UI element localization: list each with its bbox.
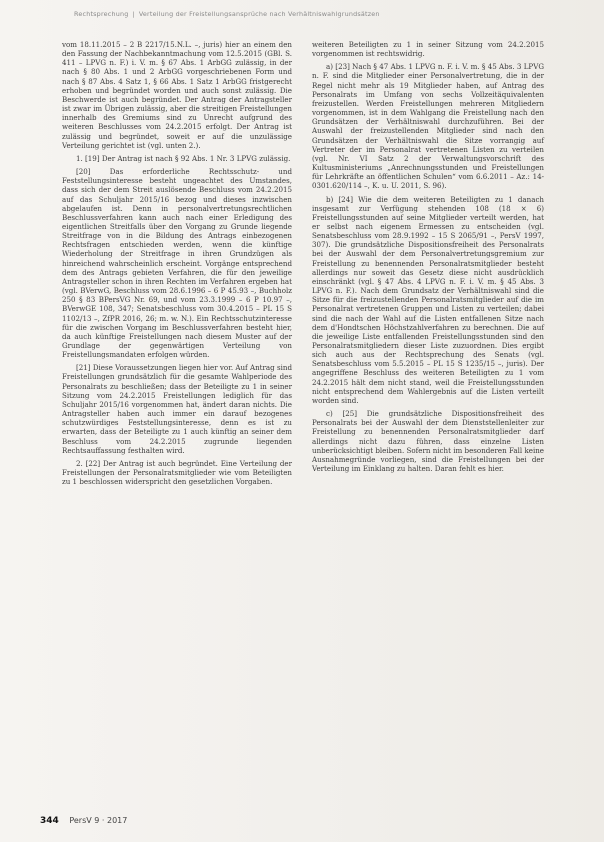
paragraph: 1. [19] Der Antrag ist nach § 92 Abs. 1 Nr. 3 LPVG zulässig. <box>76 153 291 163</box>
paragraph: [20] Das erforderliche Rechtsschutz- und Feststellungsinteresse besteht ungeachtet des Umstandes, dass sich der dem Streit auslösende Beschluss vom 24.2.2015 auf das Schuljahr 2015/16 bezog und dieses inzwischen abgelaufen ist. Denn in personalvertretungsrechtlichen Beschlussverfahren kann auch nach einer Erledigung des eigentlichen Streitfalls über den Vorgang zu Grunde liegende Streitfrage von in die Bildung des Antrags einbezogenen Rechtsfragen entschieden werden, wenn die künftige Wiederholung der Streitfrage in ihren Grundzügen als hinreichend wahrscheinlich erscheint. Vorgänge entsprechend dem des Antrags gebieten Verfahren, die für den jeweilige Antragsteller schon in ihren Rechten im Verfahren ergeben hat (vgl. BVerwG, Beschluss vom 28.6.1996 – 6 P 45.93 –, Buchholz 250 § 83 BPersVG Nr. 69, und vom 23.3.1999 – 6 P 10.97 –, BVerwGE 108, 347; Senatsbeschluss vom 30.4.2015 – PL 15 S 1102/13 –, ZfPR 2016, 26; m. w. N.). Ein Rechtsschutzinteresse für die zwischen Vorgang im Beschlussverfahren besteht hier, da auch künftige Freistellungen nach diesem Muster auf der Grundlage der gegenwärtigen Verteilung von Freistellungsmandaten erfolgen würden. <box>62 167 292 360</box>
paragraph: c) [25] Die grundsätzliche Dispositionsfreiheit des Personalrats bei der Auswahl der dem Dienststellenleiter zur Freistellung zu benennenden Personalratsmitglieder darf allerdings nicht dazu führen, dass einzelne Listen unberücksichtigt bleiben. Sofern nicht im besonderen Fall keine Ausnahmegründe vorliegen, sind die Freistellungen bei der Verteilung im Einklang zu halten. Daran fehlt es hier. <box>312 409 544 474</box>
paragraph: [21] Diese Voraussetzungen liegen hier vor. Auf Antrag sind Freistellungen grundsätzlich für die gesamte Wahlperiode des Personalrats zu beschließen; dass der Beteiligte zu 1 in seiner Sitzung vom 24.2.2015 Freistellungen lediglich für das Schuljahr 2015/16 vorgenommen hat, ändert daran nichts. Die Antragsteller haben auch immer ein darauf bezogenes schutzwürdiges Feststellungsinteresse, denn es ist zu erwarten, dass der Beteiligte zu 1 auch künftig an seiner dem Beschluss vom 24.2.2015 zugrunde liegenden Rechtsauffassung festhalten wird. <box>62 363 292 455</box>
header-separator: | <box>132 10 135 18</box>
paragraph: 2. [22] Der Antrag ist auch begründet. Eine Verteilung der Freistellungen der Personalratsmitglieder wie vom Beteiligten zu 1 beschlossen widerspricht den gesetzlichen Vorgaben. <box>62 458 292 487</box>
paragraph: a) [23] Nach § 47 Abs. 1 LPVG n. F. i. V. m. § 45 Abs. 3 LPVG n. F. sind die Mitglieder einer Personalvertretung, die in der Regel nicht mehr als 19 Mitglieder haben, auf Antrag des Personalrats im Umfang von sechs Vollzeitäquivalenten freizustellen. Werden Freistellungen mehreren Mitgliedern vorgenommen, ist in dem Wahlgang die Freistellung nach den Grundsätzen der Verhältniswahl durchzuführen. Bei der Auswahl der freizustellenden Mitglieder sind nach den Grundsätzen der Verhältniswahl die Sitze vorrangig auf Vertreter der im Personalrat vertretenen Listen zu verteilen (vgl. Nr. VI Satz 2 der Verwaltungsvorschrift des Kultusministeriums „Anrechnungsstunden und Freistellungen für Lehrkräfte an öffentlichen Schulen“ vom 6.6.2011 – Az.: 14-0301.620/114 –, K. u. U. 2011, S. 96). <box>312 62 544 191</box>
journal-issue: PersV 9 · 2017 <box>69 816 128 825</box>
header-title: Verteilung der Freistellungsansprüche nach Verhältniswahlgrundsätzen <box>138 10 380 18</box>
header-section: Rechtsprechung <box>74 10 129 18</box>
left-text-column <box>62 40 292 490</box>
page-number: 344 <box>40 816 59 826</box>
paragraph: b) [24] Wie die dem weiteren Beteiligten zu 1 danach insgesamt zur Verfügung stehenden 108 (18 × 6) Freistellungsstunden auf seine Mitglieder verteilt werden, hat er selbst nach eigenem Ermessen zu entscheiden (vgl. Senatsbeschluss vom 28.9.1992 – 15 S 2065/91 –, PersV 1997, 307). Die grundsätzliche Dispositionsfreiheit des Personalrats bei der Auswahl der dem Personalvertretungsgremium zur Freistellung zu benennenden Personalratsmitglieder besteht allerdings nur soweit das Gesetz diese nicht ausdrücklich einschränkt (vgl. § 47 Abs. 4 LPVG n. F. i. V. m. § 45 Abs. 3 LPVG n. F.). Nach dem Grundsatz der Verhältniswahl sind die Sitze für die freizustellenden Personalratsmitglieder auf die im Personalrat vertretenen Gruppen und Listen zu verteilen; dabei sind die nach der Wahl auf die Listen entfallenen Sitze nach dem d'Hondtschen Höchstzahlverfahren zu berechnen. Die auf die jeweilige Liste entfallenden Freistellungsstunden sind den Personalratsmitgliedern dieser Liste zuzuordnen. Dies ergibt sich auch aus der Rechtsprechung des Senats (vgl. Senatsbeschluss vom 5.5.2015 – PL 15 S 1235/15 –, juris). Der angegriffene Beschluss des weiteren Beteiligten zu 1 vom 24.2.2015 hält dem nicht stand, weil die Freistellungsstunden nicht entsprechend dem Wahlergebnis auf die Listen verteilt worden sind. <box>312 194 544 405</box>
paragraph: vom 18.11.2015 – 2 B 2217/15.N.L. –, juris) hier an einem den den Fassung der Nachbekanntmachung vom 12.5.2015 (GBl. S. 411 – LPVG n. F.) i. V. m. § 67 Abs. 1 ArbGG zulässig, in der nach § 80 Abs. 1 und 2 ArbGG vorgeschriebenen Form und nach § 87 Abs. 4 Satz 1, § 66 Abs. 1 Satz 1 ArbGG fristgerecht erhoben und begründet worden und auch sonst zulässig. Die Beschwerde ist auch begründet. Der Antrag der Antragsteller ist zwar im Übrigen zulässig, aber die streitigen Freistellungen innerhalb des Gremiums sind zu Unrecht aufgrund des weiteren Beschlusses vom 24.2.2015 erfolgt. Der Antrag ist zulässig und begründet, soweit er auf die unzulässige Verteilung gerichtet ist (vgl. unten 2.). <box>62 40 292 150</box>
right-text-column <box>312 40 544 477</box>
page-footer <box>40 816 127 826</box>
running-header <box>74 10 554 18</box>
paragraph: weiteren Beteiligten zu 1 in seiner Sitzung vom 24.2.2015 vorgenommen ist rechtswidrig. <box>312 40 544 59</box>
